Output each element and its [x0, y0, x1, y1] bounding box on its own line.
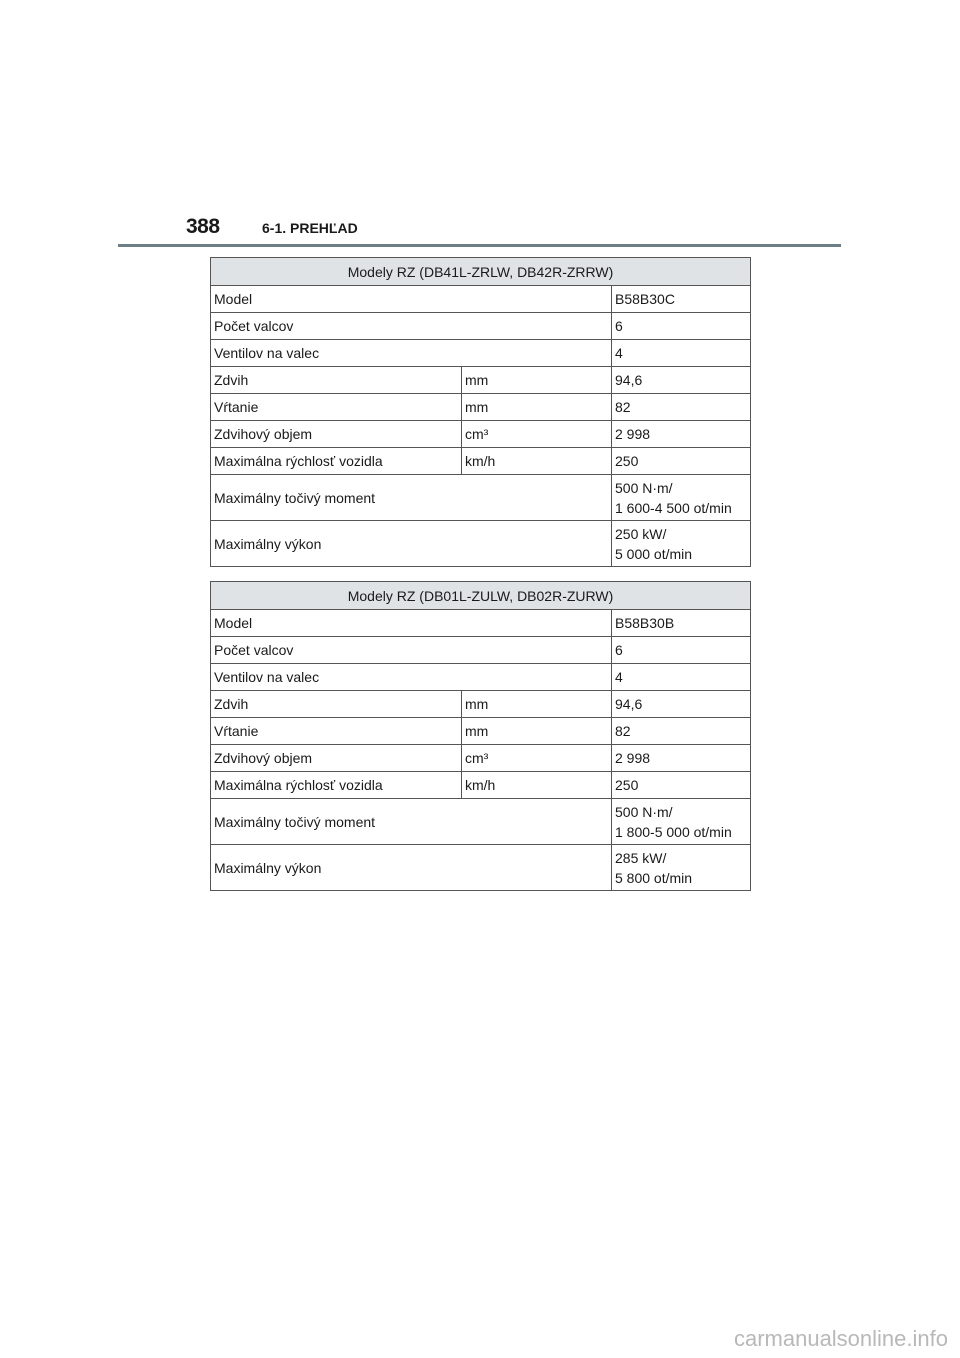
row-value: 500 N·m/ — [615, 479, 673, 496]
table-caption: Modely RZ (DB41L-ZRLW, DB42R-ZRRW) — [211, 258, 751, 286]
row-label: Počet valcov — [211, 313, 612, 340]
row-label: Model — [211, 610, 612, 637]
table-row — [211, 421, 751, 448]
table-row — [211, 845, 751, 891]
row-label: Maximálny výkon — [211, 521, 612, 567]
row-value: 2 998 — [612, 421, 751, 448]
table-row — [211, 286, 751, 313]
row-label: Maximálny točivý moment — [211, 475, 612, 521]
spec-table-rz-zulw — [210, 581, 751, 891]
row-value: 2 998 — [612, 745, 751, 772]
table-caption: Modely RZ (DB01L-ZULW, DB02R-ZURW) — [211, 582, 751, 610]
row-label: Ventilov na valec — [211, 340, 612, 367]
watermark-text: carmanualsonline.info — [733, 1326, 948, 1351]
row-value-cell — [612, 799, 751, 845]
table-row — [211, 691, 751, 718]
table-row — [211, 772, 751, 799]
table-row — [211, 475, 751, 521]
row-label: Maximálny točivý moment — [211, 799, 612, 845]
row-value: 250 — [612, 448, 751, 475]
row-label: Zdvih — [211, 367, 462, 394]
page-header — [0, 0, 960, 250]
row-label: Zdvih — [211, 691, 462, 718]
row-value: 250 — [612, 772, 751, 799]
row-value: B58B30C — [612, 286, 751, 313]
row-value: 6 — [612, 313, 751, 340]
row-value-cell — [612, 521, 751, 567]
row-value: 94,6 — [612, 691, 751, 718]
row-value: 82 — [612, 718, 751, 745]
table-row — [211, 367, 751, 394]
row-value: 82 — [612, 394, 751, 421]
row-value: 500 N·m/ — [615, 803, 673, 820]
row-label: Maximálna rýchlosť vozidla — [211, 772, 462, 799]
row-label: Maximálny výkon — [211, 845, 612, 891]
spec-table-rz-zrlw — [210, 257, 751, 567]
section-title: 6-1. PREHĽAD — [262, 220, 358, 236]
row-label: Vŕtanie — [211, 394, 462, 421]
row-value: 4 — [612, 340, 751, 367]
table-row — [211, 799, 751, 845]
table-row — [211, 521, 751, 567]
row-unit: mm — [462, 691, 612, 718]
table-row — [211, 637, 751, 664]
row-label: Vŕtanie — [211, 718, 462, 745]
row-label: Počet valcov — [211, 637, 612, 664]
row-unit: km/h — [462, 448, 612, 475]
table-row — [211, 448, 751, 475]
row-value: 250 kW/ — [615, 525, 667, 542]
table-row — [211, 664, 751, 691]
row-value-cell — [612, 475, 751, 521]
row-value-secondary: 1 800-5 000 ot/min — [615, 823, 732, 840]
table-row — [211, 718, 751, 745]
row-unit: km/h — [462, 772, 612, 799]
row-value: 94,6 — [612, 367, 751, 394]
row-value-secondary: 5 800 ot/min — [615, 869, 693, 886]
row-label: Maximálna rýchlosť vozidla — [211, 448, 462, 475]
table-caption-row — [211, 582, 751, 610]
row-unit: mm — [462, 718, 612, 745]
row-value: 285 kW/ — [615, 849, 667, 866]
row-value: B58B30B — [612, 610, 751, 637]
header-divider — [118, 244, 841, 247]
row-value: 6 — [612, 637, 751, 664]
table-row — [211, 313, 751, 340]
row-label: Ventilov na valec — [211, 664, 612, 691]
row-label: Model — [211, 286, 612, 313]
row-value-cell — [612, 845, 751, 891]
table-row — [211, 745, 751, 772]
row-value-secondary: 5 000 ot/min — [615, 545, 693, 562]
table-row — [211, 610, 751, 637]
row-label: Zdvihový objem — [211, 745, 462, 772]
page-number: 388 — [186, 215, 220, 238]
row-unit: cm³ — [462, 421, 612, 448]
table-caption-row — [211, 258, 751, 286]
table-row — [211, 340, 751, 367]
row-label: Zdvihový objem — [211, 421, 462, 448]
row-value: 4 — [612, 664, 751, 691]
row-unit: cm³ — [462, 745, 612, 772]
row-unit: mm — [462, 367, 612, 394]
row-unit: mm — [462, 394, 612, 421]
table-row — [211, 394, 751, 421]
row-value-secondary: 1 600-4 500 ot/min — [615, 499, 732, 516]
